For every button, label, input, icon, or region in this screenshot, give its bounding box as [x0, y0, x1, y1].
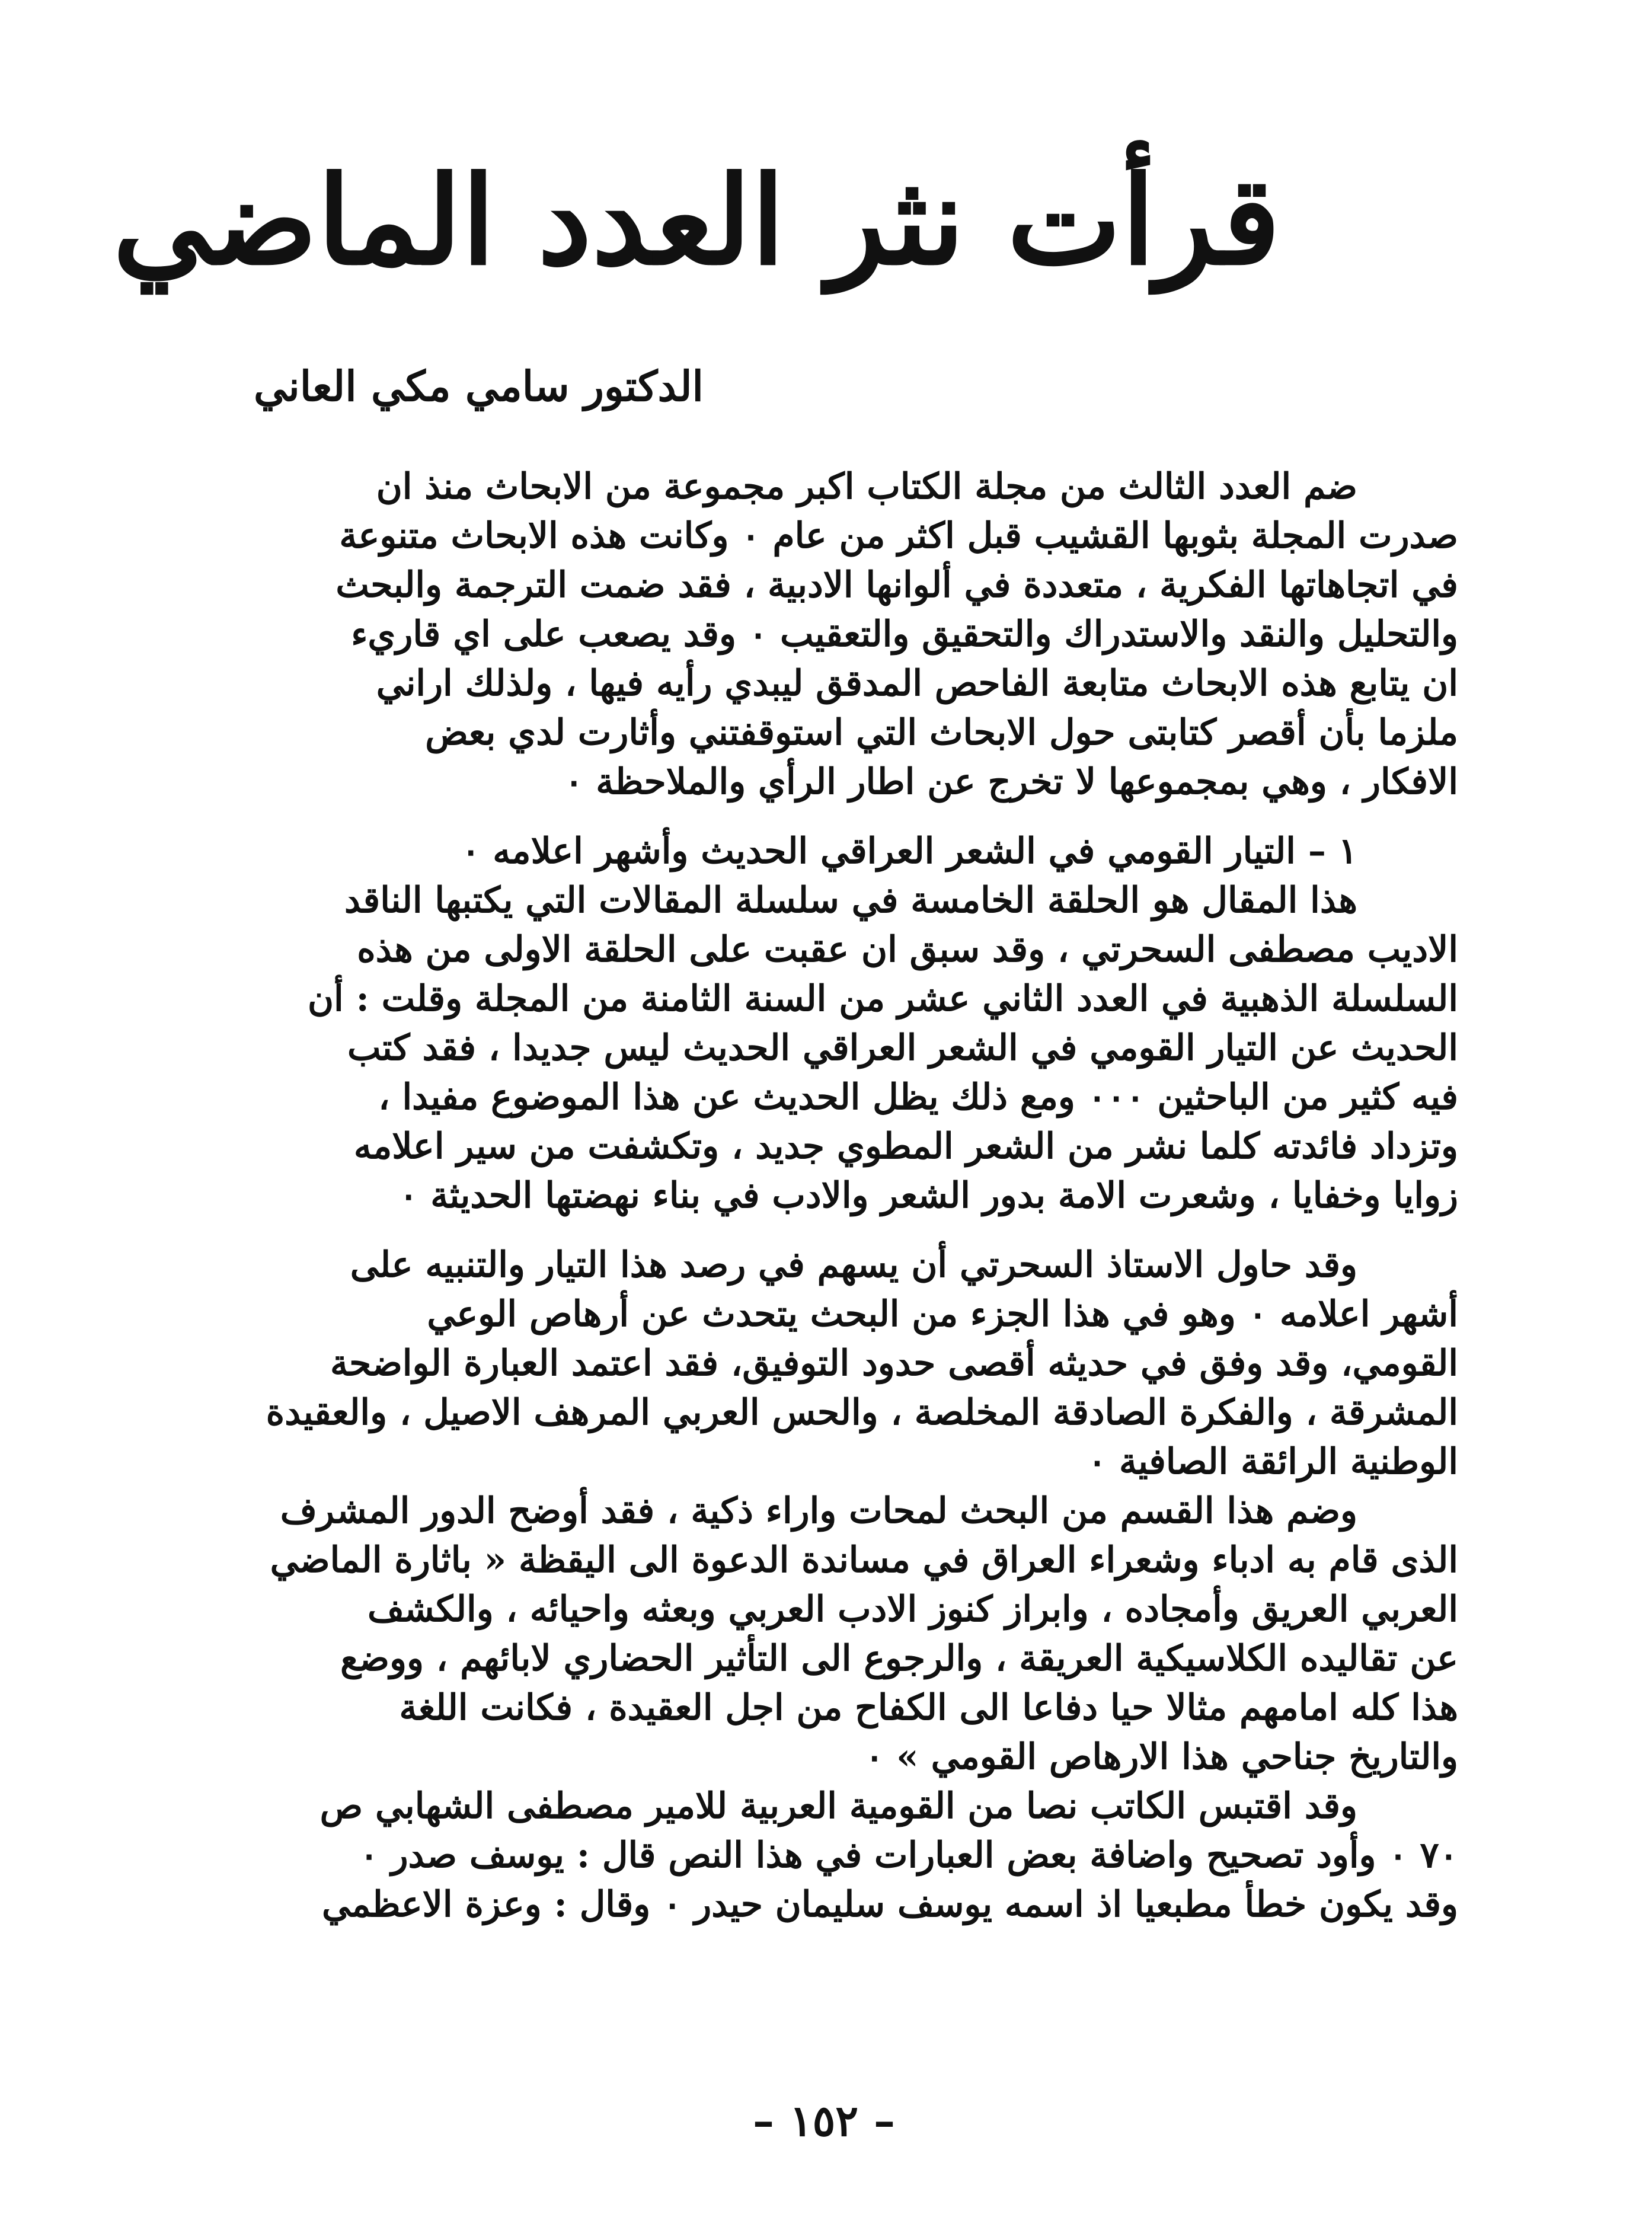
paragraph-gap: [190, 1220, 1458, 1241]
text-line: العربي العريق وأمجاده ، وابراز كنوز الادب العربي وبعثه واحيائه ، والكشف: [367, 1589, 1458, 1630]
text-line: والتاريخ جناحي هذا الارهاص القومي » ٠: [865, 1736, 1458, 1778]
text-line: عن تقاليده الكلاسيكية العريقة ، والرجوع الى التأثير الحضاري لابائهم ، ووضع: [340, 1638, 1458, 1679]
text-line: وتزداد فائدته كلما نشر من الشعر المطوي جديد ، وتكشفت من سير اعلامه: [353, 1126, 1458, 1167]
text-line: القومي، وقد وفق في حديثه أقصى حدود التوفيق، فقد اعتمد العبارة الواضحة: [330, 1343, 1458, 1384]
paragraph-insights: [190, 1487, 1458, 1782]
text-line: زوايا وخفايا ، وشعرت الامة بدور الشعر والادب في بناء نهضتها الحديثة ٠: [399, 1175, 1458, 1216]
text-line: الوطنية الرائقة الصافية ٠: [1087, 1441, 1458, 1482]
text-line: ان يتابع هذه الابحاث متابعة الفاحص المدقق ليبدي رأيه فيها ، ولذلك اراني: [376, 663, 1458, 704]
text-line: فيه كثير من الباحثين ٠٠٠ ومع ذلك يظل الحديث عن هذا الموضوع مفيدا ،: [378, 1076, 1458, 1118]
text-line: وقد يكون خطأ مطبعيا اذ اسمه يوسف سليمان حيدر ٠ وقال : وعزة الاعظمي: [321, 1884, 1458, 1925]
text-line: وقد حاول الاستاذ السحرتي أن يسهم في رصد هذا التيار والتنبيه على: [350, 1244, 1357, 1286]
dash-right: –: [752, 2095, 774, 2146]
text-line: الذى قام به ادباء وشعراء العراق في مساندة الدعوة الى اليقظة « باثارة الماضي: [270, 1539, 1458, 1581]
text-line: والتحليل والنقد والاستدراك والتحقيق والتعقيب ٠ وقد يصعب على اي قاريء: [351, 613, 1458, 655]
text-line: وقد اقتبس الكاتب نصا من القومية العربية للامير مصطفى الشهابي ص: [319, 1785, 1357, 1827]
text-line: السلسلة الذهبية في العدد الثاني عشر من السنة الثامنة من المجلة وقلت : أن: [307, 978, 1458, 1020]
text-line: ٧٠ ٠ وأود تصحيح واضافة بعض العبارات في هذا النص قال : يوسف صدر ٠: [359, 1835, 1458, 1876]
page-number: [711, 2095, 937, 2146]
paragraph-section-one: [190, 827, 1458, 1220]
text-line: الافكار ، وهي بمجموعها لا تخرج عن اطار الرأي والملاحظة ٠: [564, 761, 1458, 803]
paragraph-gap: [190, 807, 1458, 827]
text-line: ضم العدد الثالث من مجلة الكتاب اكبر مجموعة من الابحاث منذ ان: [376, 466, 1357, 507]
paragraph-quotation: [190, 1782, 1458, 1929]
author-name: الدكتور سامي مكي العاني: [253, 362, 704, 411]
dash-left: –: [874, 2095, 895, 2146]
text-line: وضم هذا القسم من البحث لمحات واراء ذكية ، فقد أوضح الدور المشرف: [280, 1490, 1357, 1532]
text-line: أشهر اعلامه ٠ وهو في هذا الجزء من البحث يتحدث عن أرهاص الوعي: [427, 1293, 1458, 1335]
text-line: ملزما بأن أقصر كتابتى حول الابحاث التي استوقفتني وأثارت لدي بعض: [425, 712, 1458, 753]
text-line: هذا المقال هو الحلقة الخامسة في سلسلة المقالات التي يكتبها الناقد: [344, 880, 1357, 921]
text-line: الحديث عن التيار القومي في الشعر العراقي الحديث ليس جديدا ، فقد كتب: [347, 1027, 1458, 1069]
article-body: [190, 462, 1458, 1929]
text-line: صدرت المجلة بثوبها القشيب قبل اكثر من عام ٠ وكانت هذه الابحاث متنوعة: [339, 515, 1458, 557]
article-title: قرأت نثر العدد الماضي: [113, 150, 1280, 292]
paragraph-intro: [190, 462, 1458, 807]
text-line: هذا كله امامهم مثالا حيا دفاعا الى الكفاح من اجل العقيدة ، فكانت اللغة: [399, 1687, 1458, 1728]
text-line: المشرقة ، والفكرة الصادقة المخلصة ، والحس العربي المرهف الاصيل ، والعقيدة: [266, 1392, 1458, 1433]
text-line: الاديب مصطفى السحرتي ، وقد سبق ان عقبت على الحلقة الاولى من هذه: [357, 929, 1458, 970]
section-heading: ١ – التيار القومي في الشعر العراقي الحديث وأشهر اعلامه ٠: [461, 830, 1357, 872]
text-line: في اتجاهاتها الفكرية ، متعددة في ألوانها الادبية ، فقد ضمت الترجمة والبحث: [335, 564, 1458, 606]
paragraph-attempt: [190, 1241, 1458, 1487]
page-number-value: ١٥٢: [789, 2095, 858, 2146]
